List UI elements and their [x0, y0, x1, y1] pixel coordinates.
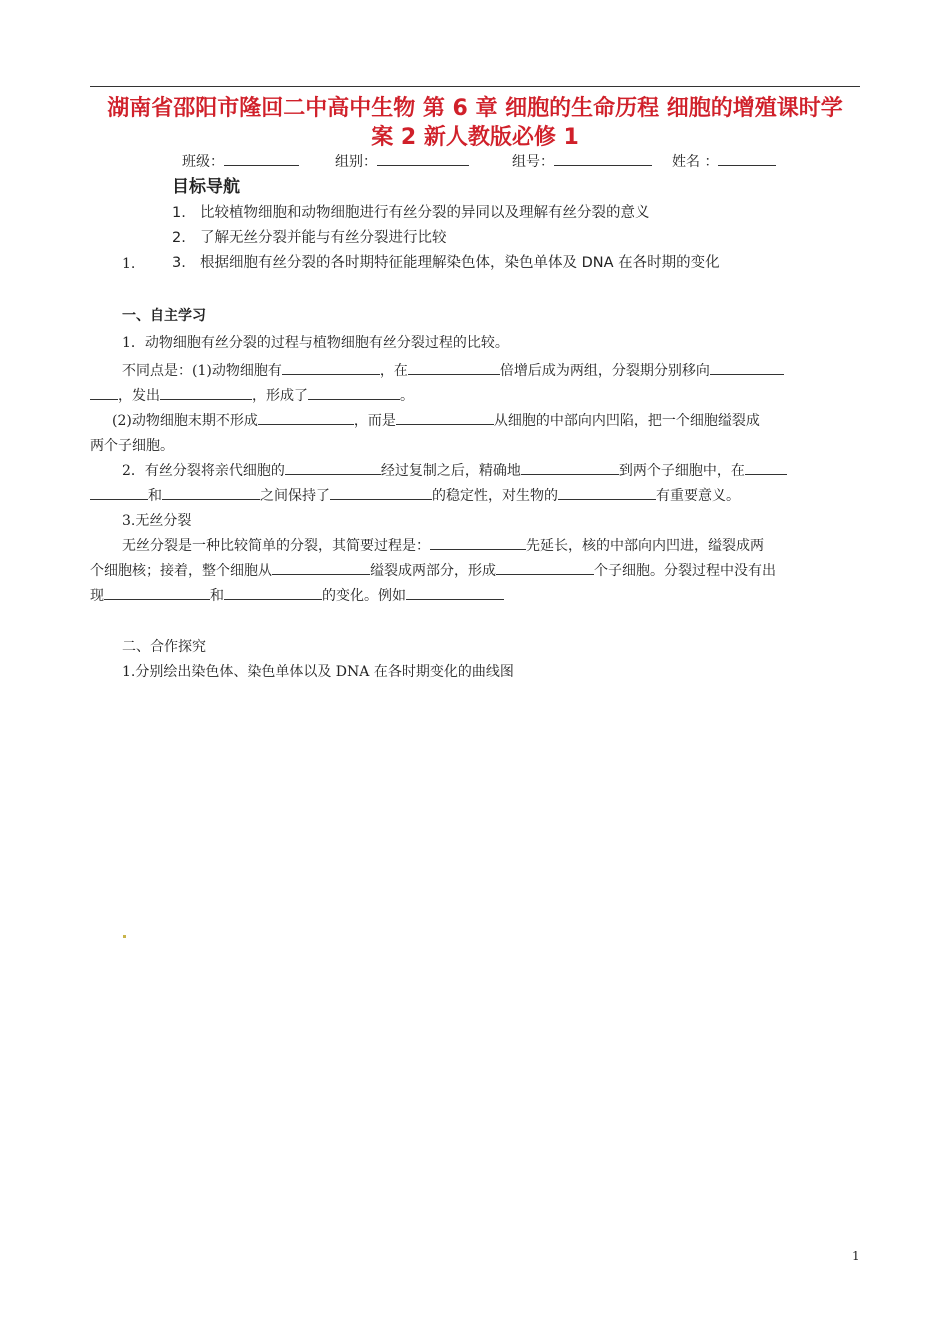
answer-blank[interactable] — [308, 385, 400, 400]
diff-line-2: ，发出 ，形成了 。 — [90, 385, 414, 405]
section2-heading: 二、合作探究 — [122, 639, 206, 655]
answer-blank[interactable] — [258, 410, 354, 425]
answer-blank[interactable] — [285, 460, 381, 475]
class-field: 班级： — [182, 151, 299, 171]
group-number-field: 组号： — [512, 151, 652, 171]
section1-heading: 一、自主学习 — [122, 308, 206, 324]
answer-blank[interactable] — [330, 485, 432, 500]
answer-blank[interactable] — [160, 385, 252, 400]
scan-speck — [123, 935, 126, 938]
answer-blank[interactable] — [408, 360, 500, 375]
group-field: 组别： — [335, 151, 469, 171]
section2-question-1: 1.分别绘出染色体、染色单体以及 DNA 在各时期变化的曲线图 — [122, 664, 514, 680]
group-blank[interactable] — [377, 151, 469, 166]
diff-line-1: 不同点是：(1)动物细胞有 ，在 倍增后成为两组，分裂期分别移向 — [122, 360, 784, 380]
question-3-line-2: 个细胞核；接着，整个细胞从 缢裂成两部分，形成 个子细胞。分裂过程中没有出 — [90, 560, 776, 580]
answer-blank[interactable] — [90, 485, 148, 500]
goal-item: 1. 比较植物细胞和动物细胞进行有丝分裂的异同以及理解有丝分裂的意义 — [172, 205, 650, 221]
answer-blank[interactable] — [521, 460, 619, 475]
question-1: 1．动物细胞有丝分裂的过程与植物细胞有丝分裂过程的比较。 — [122, 335, 509, 351]
answer-blank[interactable] — [90, 385, 118, 400]
answer-blank[interactable] — [224, 585, 322, 600]
telophase-line-2: 两个子细胞。 — [90, 438, 174, 454]
stray-list-number: 1. — [122, 256, 136, 272]
answer-blank[interactable] — [282, 360, 380, 375]
answer-blank[interactable] — [396, 410, 494, 425]
answer-blank[interactable] — [162, 485, 260, 500]
document-title-line1: 湖南省邵阳市隆回二中高中生物 第 6 章 细胞的生命历程 细胞的增殖课时学 — [107, 96, 843, 121]
question-3-heading: 3.无丝分裂 — [122, 513, 192, 529]
header-rule — [90, 86, 860, 87]
answer-blank[interactable] — [496, 560, 594, 575]
answer-blank[interactable] — [710, 360, 784, 375]
goal-item: 3. 根据细胞有丝分裂的各时期特征能理解染色体，染色单体及 DNA 在各时期的变化 — [172, 255, 720, 271]
answer-blank[interactable] — [406, 585, 504, 600]
answer-blank[interactable] — [745, 460, 787, 475]
goals-heading: 目标导航 — [172, 177, 240, 197]
group-number-blank[interactable] — [554, 151, 652, 166]
question-3-line-3: 现 和 的变化。例如 — [90, 585, 504, 605]
name-blank[interactable] — [718, 151, 776, 166]
telophase-line: (2)动物细胞末期不形成 ，而是 从细胞的中部向内凹陷，把一个细胞缢裂成 — [112, 410, 760, 430]
name-field: 姓名 ： — [672, 151, 776, 171]
question-2-line-1: 2．有丝分裂将亲代细胞的 经过复制之后，精确地 到两个子细胞中，在 — [122, 460, 787, 480]
answer-blank[interactable] — [104, 585, 210, 600]
document-title-line2: 案 2 新人教版必修 1 — [371, 125, 579, 150]
goal-item: 2. 了解无丝分裂并能与有丝分裂进行比较 — [172, 230, 447, 246]
answer-blank[interactable] — [558, 485, 656, 500]
question-3-line-1: 无丝分裂是一种比较简单的分裂，其简要过程是： 先延长，核的中部向内凹进，缢裂成两 — [122, 535, 764, 555]
class-blank[interactable] — [224, 151, 299, 166]
page-number: 1 — [852, 1249, 860, 1263]
question-2-line-2: 和 之间保持了 的稳定性，对生物的 有重要意义。 — [90, 485, 740, 505]
answer-blank[interactable] — [430, 535, 526, 550]
answer-blank[interactable] — [272, 560, 370, 575]
